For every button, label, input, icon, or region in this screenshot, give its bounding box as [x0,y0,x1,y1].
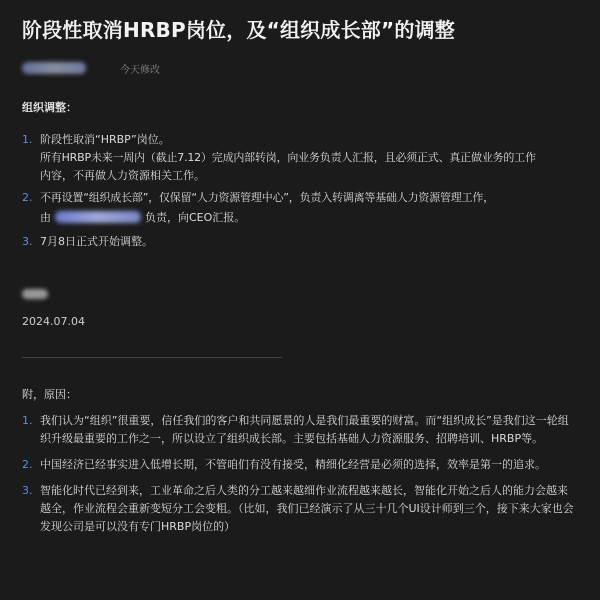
list-number: 1. [22,414,33,427]
person-name-redacted[interactable] [55,211,141,223]
list-item [22,412,578,448]
reason-list [22,412,578,536]
page-title: 阶段性取消HRBP岗位，及“组织成长部”的调整 [22,18,455,42]
list-item-line [40,209,578,227]
adjustment-list [22,131,578,251]
list-item-text: 7月8日正式开始调整。 [40,235,153,248]
list-number: 2. [22,458,33,471]
doc-meta [22,59,578,77]
list-number: 2. [22,191,33,204]
list-item-text: 我们认为“组织”很重要，信任我们的客户和共同愿景的人是我们最重要的财富。而“组织成长”是我们这一轮组织升级最重要的工作之一，所以设立了组织成长部。主要包括基础人力资源服务、招聘培训、HRBP等。 [40,414,569,445]
list-number: 3. [22,484,33,497]
author-name-redacted[interactable] [22,62,86,74]
edited-timestamp: 今天修改 [120,64,160,76]
list-number: 3. [22,235,33,248]
list-item-text: 负责，向CEO汇报。 [145,211,246,224]
list-item [22,189,578,227]
list-item-text: 所有HRBP未来一周内（截止7.12）完成内部转岗，向业务负责人汇报，且必须正式、真正做业务的工作 [40,151,536,164]
section-label-adjustments: 组织调整： [22,101,77,114]
list-item [22,456,578,474]
list-item-text: 不再设置“组织成长部”，仅保留“人力资源管理中心”，负责入转调离等基础人力资源管理工作， [40,191,494,204]
list-item-text: 智能化时代已经到来，工业革命之后人类的分工越来越细作业流程越来越长，智能化开始之后人的能力会越来越全，作业流程会重新变短分工会变粗。（比如，我们已经演示了从三十几个UI设计师到三个，接下来大家也会发现公司是可以没有专门HRBP岗位的） [40,484,574,533]
list-item-text: 中国经济已经事实进入低增长期，不管咱们有没有接受，精细化经营是必须的选择，效率是第一的追求。 [40,458,546,471]
list-item [22,233,578,251]
signature-date: 2024.07.04 [22,315,85,328]
signature-redacted [22,289,48,299]
list-item [22,482,578,536]
divider [22,357,290,358]
list-item-text: 阶段性取消“HRBP”岗位。 [40,133,170,146]
list-item-text: 内容，不再做人力资源相关工作。 [40,169,205,182]
list-item [22,131,578,185]
section-label-reasons: 附，原因： [22,388,77,401]
list-number: 1. [22,133,33,146]
list-item-text: 由 [40,211,51,224]
